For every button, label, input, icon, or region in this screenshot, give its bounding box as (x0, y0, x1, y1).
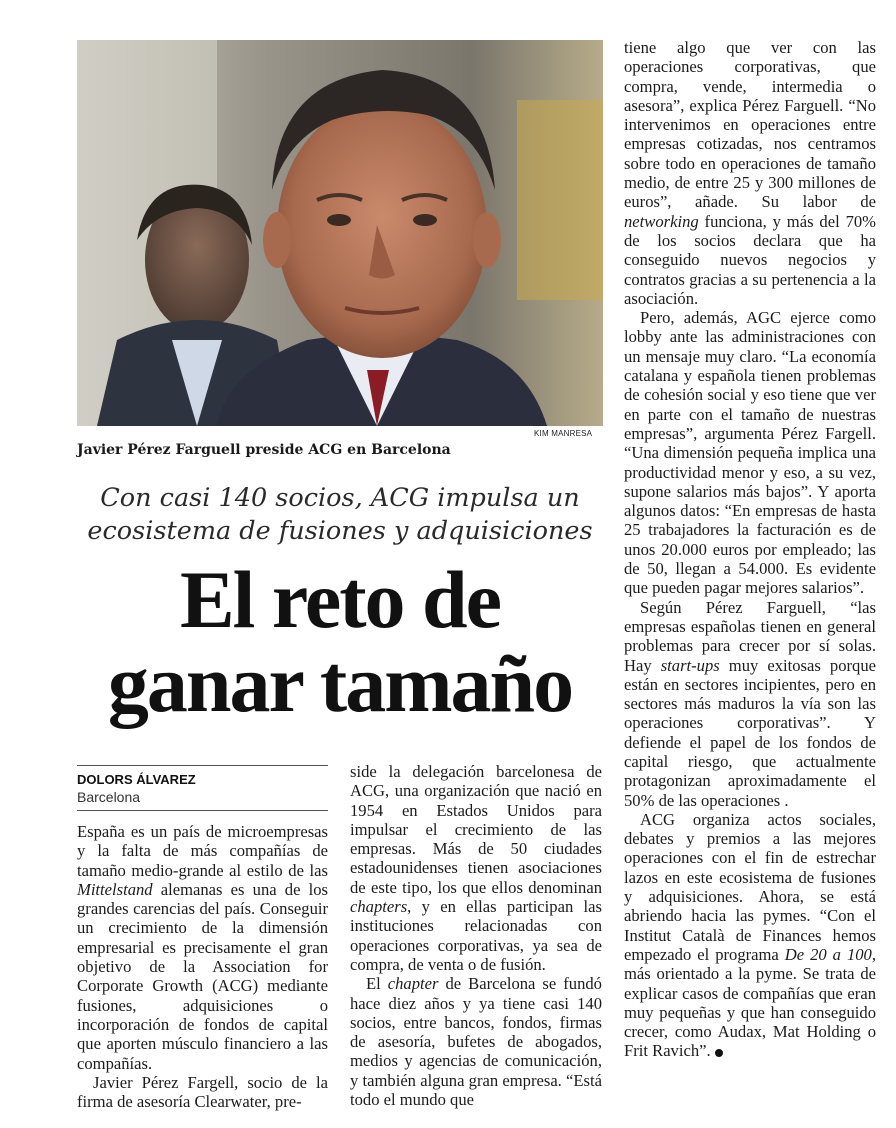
photo-credit: KIM MANRESA (534, 429, 593, 438)
byline-rule-bottom (77, 810, 328, 811)
body-column-3 (624, 38, 876, 1061)
paragraph: side la delegación barcelonesa de ACG, una organización que nació en 1954 en Estados Unidos para impulsar el crecimiento de las empresas. Más de 50 ciudades estadounidenses tienen asociaciones de este tipo, los que ellos denominan chapters, y en ellas participan las instituciones relacionadas con operaciones corporativas, ya sea de compra, de venta o de fusión. (350, 762, 602, 974)
paragraph: ACG organiza actos sociales, debates y premios a las mejores operaciones con el fin de estrechar lazos en este ecosistema de fusiones y adquisiciones. Ahora, se está abriendo hacia las pymes. “Con el Institut Català de Finances hemos empezado el programa De 20 a 100, más orientado a la pyme. Se trata de explicar casos de compañías que eran muy pequeñas y que han conseguido crecer, como Audax, Mat Holding o Frit Ravich”. (624, 809, 876, 1061)
article-photo (77, 40, 603, 426)
dateline-location: Barcelona (77, 789, 141, 805)
paragraph: El chapter de Barcelona se fundó hace diez años y ya tiene casi 140 socios, entre bancos, fondos, firmas de asesoría, bufetes de abogados, medios y agencias de comunicación, y también alguna gran empresa. “Está todo el mundo que (350, 974, 602, 1110)
headline-line: ganar tamaño (107, 638, 573, 729)
paragraph: Pero, además, AGC ejerce como lobby ante las administraciones con un mensaje muy claro. “La economía catalana y española tienen problemas de cohesión social y eso tiene que ver en parte con el tamaño de nuestras empresas”, argumenta Pérez Fargell. “Una dimensión pequeña implica una productividad menor y eso, a su vez, supone salarios más bajos”. Y aporta algunos datos: “En empresas de hasta 25 trabajadores la facturación es de unos 20.000 euros por empleado; las de 50, llegan a 54.000. Es evidente que pueden pagar mejores salarios”. (624, 308, 876, 598)
headline (77, 554, 603, 729)
subheadline-line: Con casi 140 socios, ACG impulsa un (100, 483, 580, 513)
subheadline (77, 482, 603, 548)
portrait-illustration (77, 40, 603, 426)
paragraph: Javier Pérez Fargell, socio de la firma de asesoría Clearwater, pre- (77, 1072, 328, 1112)
photo-caption: Javier Pérez Farguell preside ACG en Barcelona (77, 442, 451, 458)
author-byline: DOLORS ÁLVAREZ (77, 772, 196, 787)
end-of-article-icon (715, 1049, 723, 1057)
headline-line: El reto de (179, 554, 501, 645)
paragraph: tiene algo que ver con las operaciones corporativas, que compra, vende, intermedia o asesora”, explica Pérez Farguell. “No intervenimos en operaciones entre empresas cotizadas, nos centramos sobre todo en operaciones de tamaño medio, de entre 25 y 300 millones de euros”, añade. Su labor de networking funciona, y más del 70% de los socios declara que ha conseguido nuevos negocios y contratos gracias a su pertenencia a la asociación. (624, 38, 876, 308)
byline-rule-top (77, 765, 328, 766)
paragraph: Según Pérez Farguell, “las empresas españolas tienen en general problemas para crecer por sí solas. Hay start-ups muy exitosas porque están en sectores incipientes, pero en sectores más maduros la vía son las operaciones corporativas”. Y defiende el papel de los fondos de capital riesgo, que actualmente protagonizan aproximadamente el 50% de las operaciones . (624, 597, 876, 810)
body-column-1 (77, 822, 328, 1111)
subheadline-line: ecosistema de fusiones y adquisiciones (87, 516, 593, 546)
paragraph: España es un país de microempresas y la falta de más compañías de tamaño medio-grande al estilo de las Mittelstand alemanas es una de los grandes carencias del país. Conseguir un crecimiento de la dimensión empresarial es precisamente el gran objetivo de la Association for Corporate Growth (ACG) mediante fusiones, adquisiciones o incorporación de fondos de capital que aporten músculo financiero a las compañías. (77, 822, 328, 1073)
body-column-2 (350, 762, 602, 1109)
